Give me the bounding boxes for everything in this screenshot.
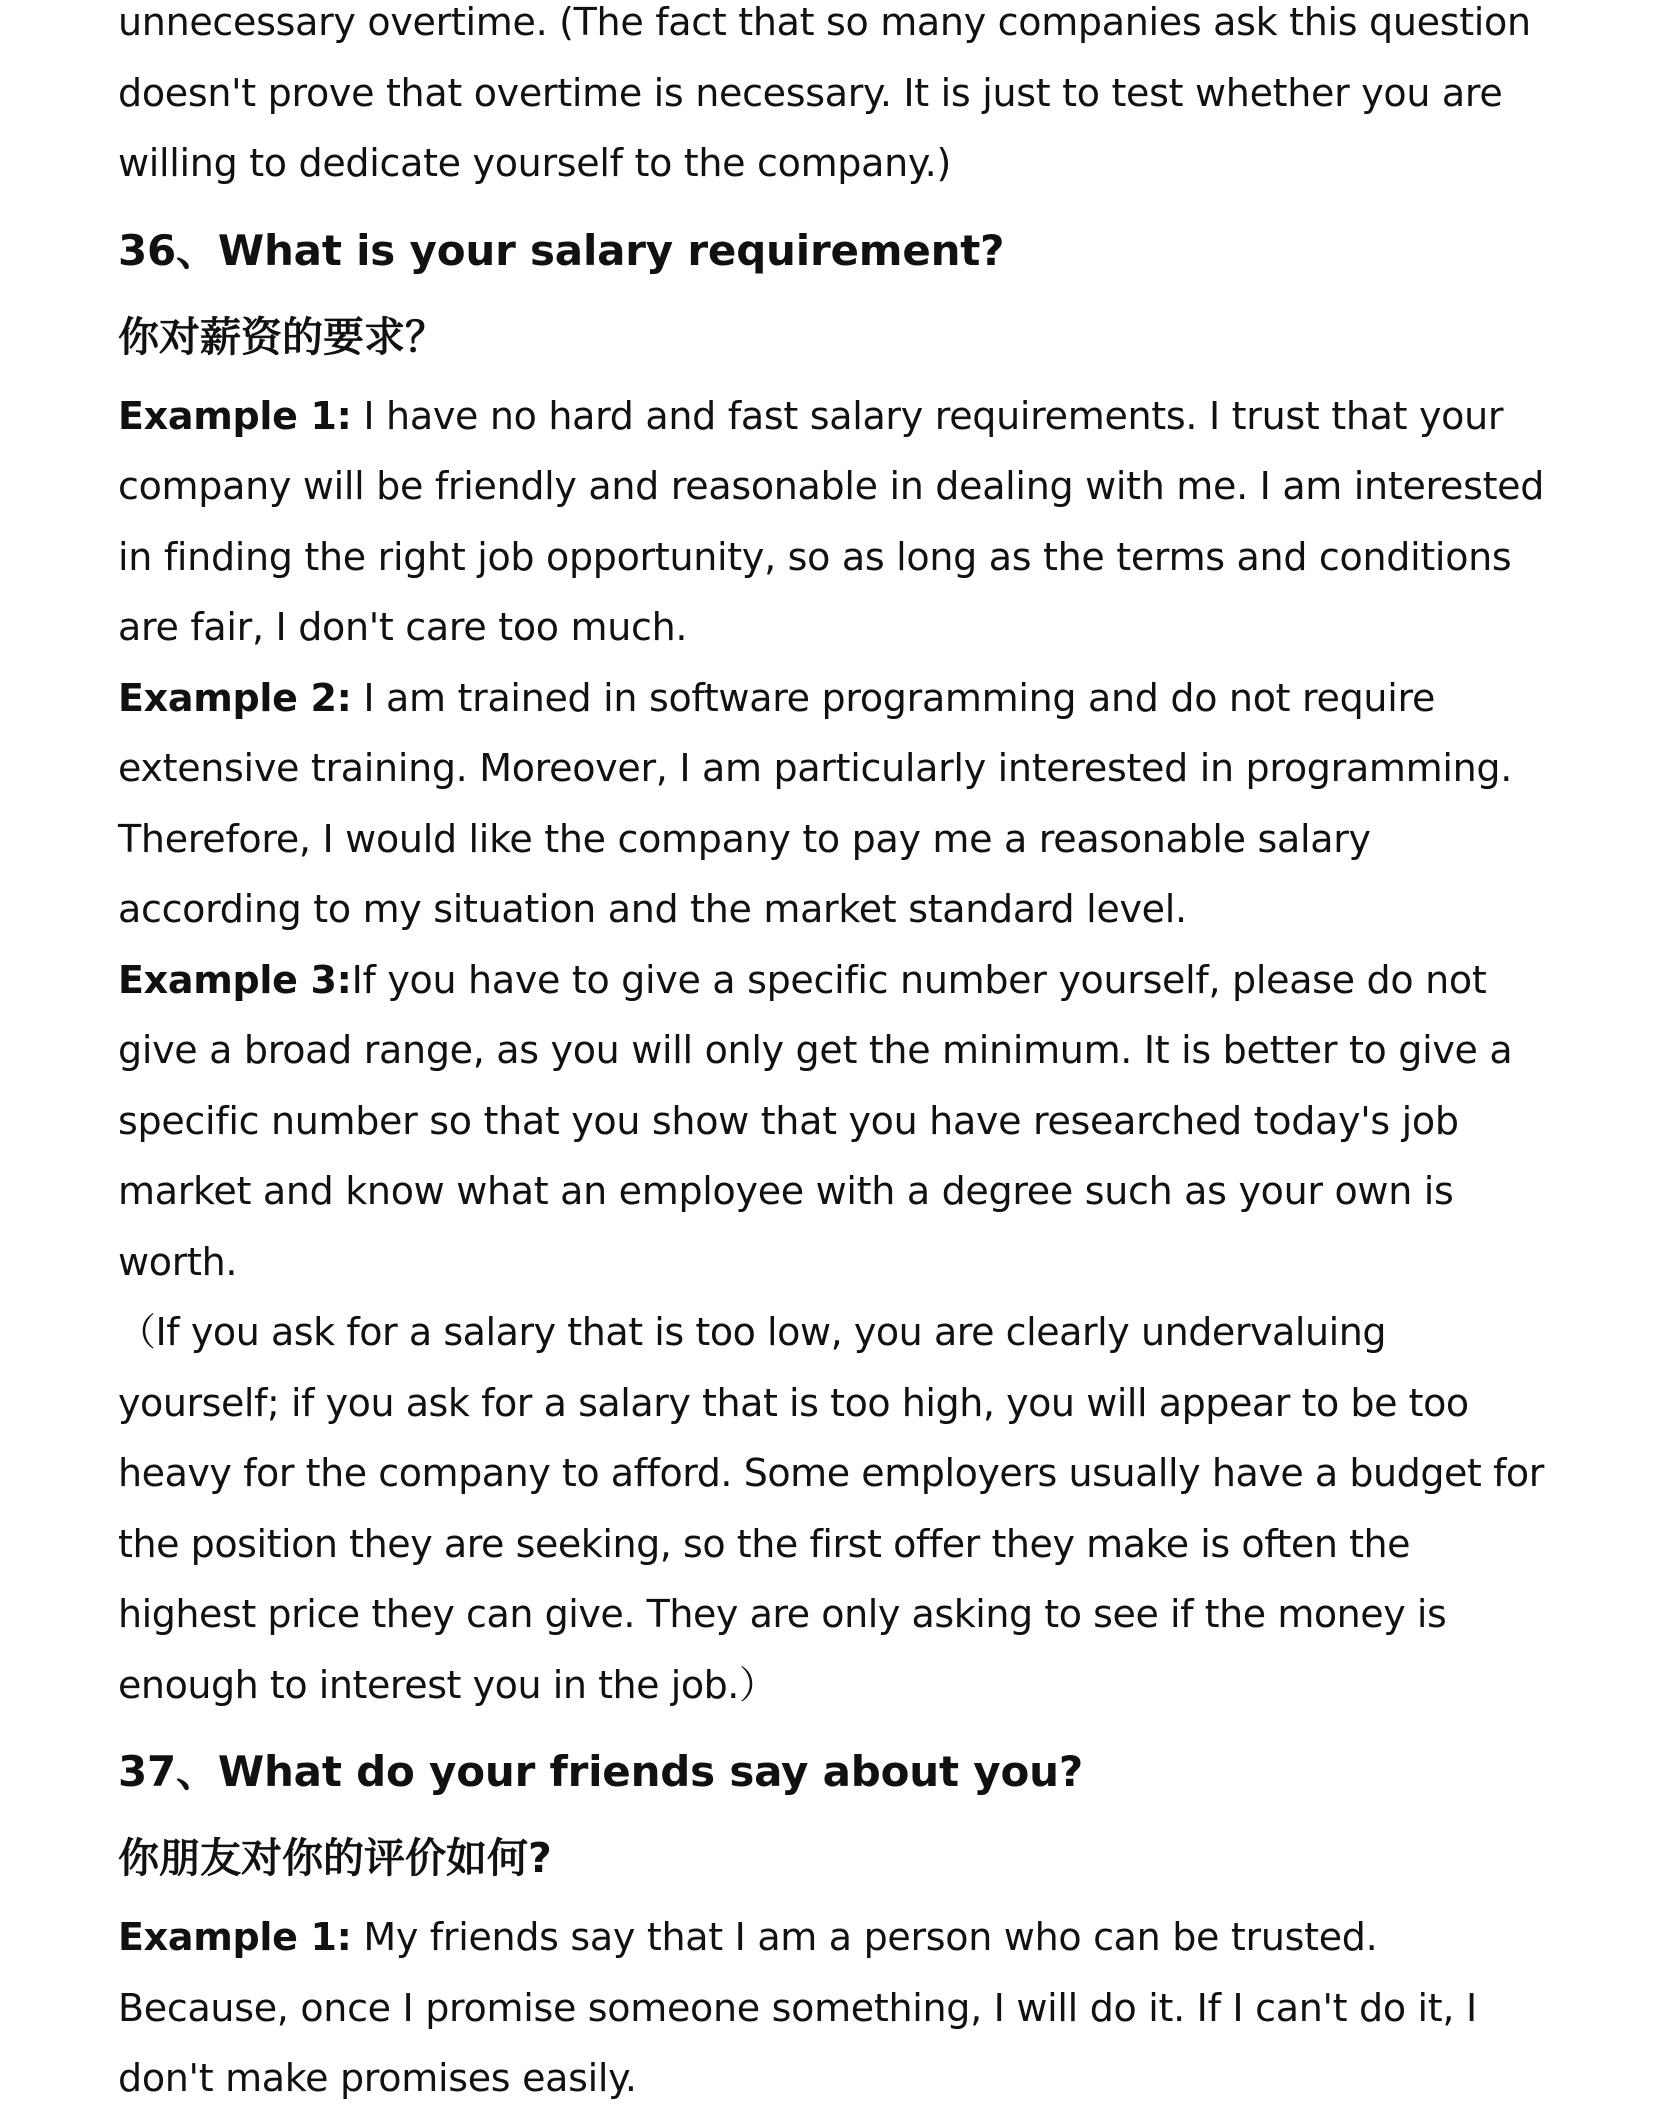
q36-example-1 <box>118 381 1546 663</box>
example-label: Example 3: <box>118 957 352 1002</box>
example-text: I am trained in software programming and do not require extensive training. Moreover, I am particularly interested in programming. Therefore, I would like the company to pay me a reasonable salary according to my situation and the market standard level. <box>118 675 1513 931</box>
question-37-title: 37、What do your friends say about you? <box>118 1747 1083 1796</box>
q36-example-3 <box>118 945 1546 1298</box>
example-text: If you have to give a specific number yourself, please do not give a broad range, as you will only get the minimum. It is better to give a specific number so that you show that you have researched today's job market and know what an employee with a degree such as your own is worth. <box>118 957 1513 1284</box>
example-label: Example 2: <box>118 675 352 720</box>
example-text: My friends say that I am a person who can be trusted. Because, once I promise someone something, I will do it. If I can't do it, I don't make promises easily. <box>118 1915 1477 2100</box>
q36-example-2 <box>118 663 1546 945</box>
question-37-chinese-title: 你朋友对你的评价如何? <box>118 1834 552 1882</box>
question-36-title: 36、What is your salary requirement? <box>118 225 1005 275</box>
example-label: Example 1: <box>118 393 352 438</box>
q37-example-1 <box>118 1902 1546 2114</box>
question-36-chinese-title: 你对薪资的要求？ <box>118 312 446 361</box>
example-label: Example 1: <box>118 1915 352 1959</box>
q36-note: （If you ask for a salary that is too low, you are clearly undervaluing yourself; if you ask for a salary that is too high, you will appear to be too heavy for the company to afford. Some employers usually have a budget for the position they are seeking, so the first offer they make is often the highest price they can give. They are only asking to see if the money is enough to interest you in the job.） <box>118 1310 1544 1707</box>
intro-paragraph: unnecessary overtime. (The fact that so many companies ask this question doesn't prove that overtime is necessary. It is just to test whether you are willing to dedicate yourself to the company.) <box>118 0 1531 185</box>
example-text: I have no hard and fast salary requirements. I trust that your company will be friendly and reasonable in dealing with me. I am interested in finding the right job opportunity, so as long as the terms and conditions are fair, I don't care too much. <box>118 393 1545 649</box>
